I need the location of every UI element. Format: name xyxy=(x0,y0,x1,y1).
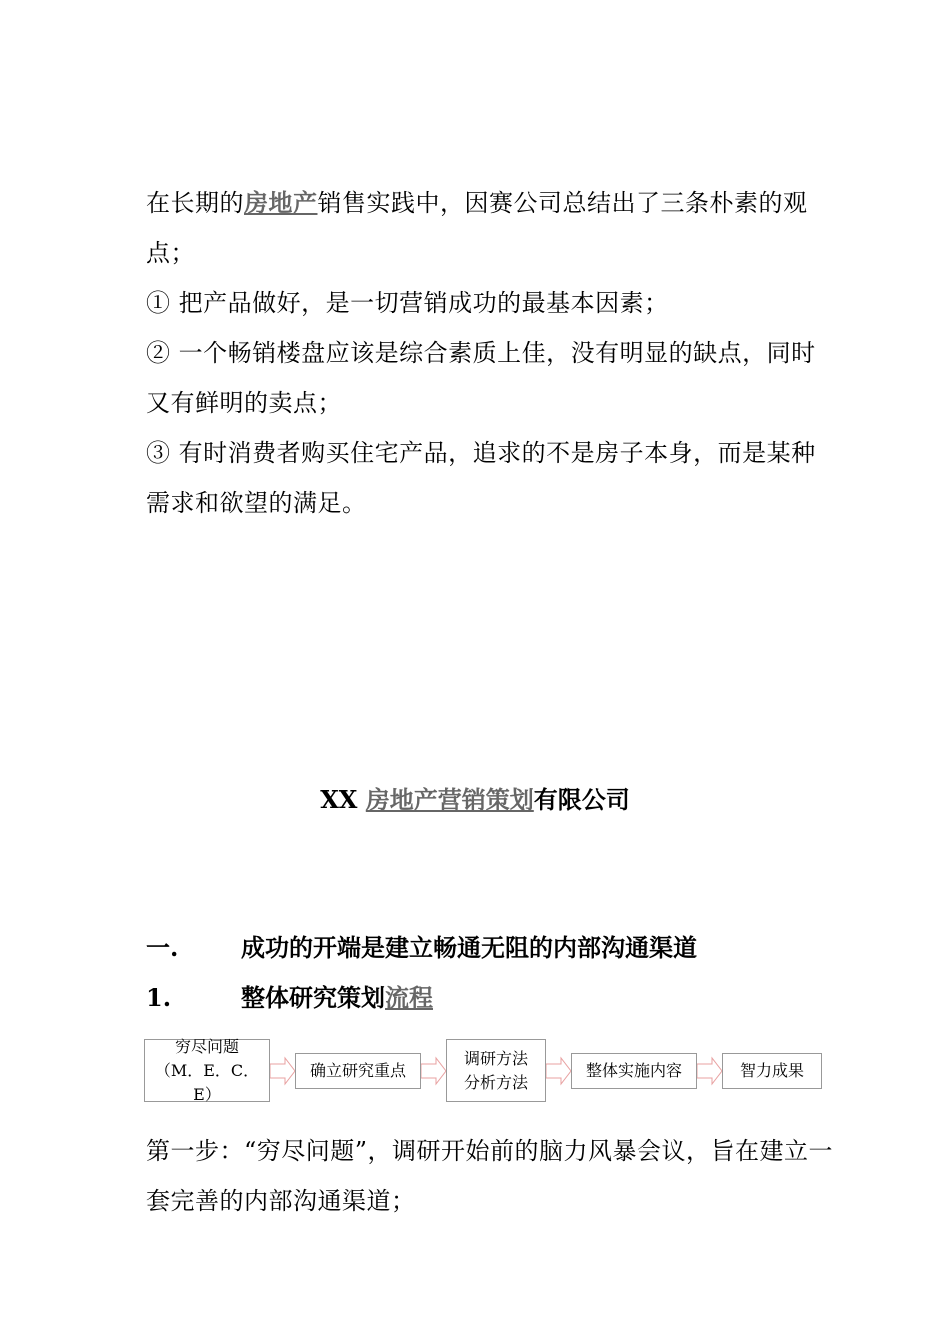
company-prefix: XX xyxy=(320,785,366,814)
flow-box2-label: 确立研究重点 xyxy=(309,1061,406,1080)
intro-post: 销售实践中，因赛公司总结出了三条朴素的观点； xyxy=(146,189,808,267)
flow-arrow-1 xyxy=(270,1058,295,1084)
flow-box5-label: 智力成果 xyxy=(739,1061,804,1080)
flow-box4-label: 整体实施内容 xyxy=(585,1061,682,1080)
flow-box1-line1: 穷尽问题 xyxy=(174,1036,239,1056)
subsection-heading xyxy=(146,978,433,1018)
flow-arrow-3 xyxy=(546,1058,571,1084)
company-suffix: 有限公司 xyxy=(533,785,630,814)
flow-box-exhaust-problems xyxy=(144,1036,270,1104)
company-link[interactable]: 房地产营销策划 xyxy=(365,785,534,814)
section-number: 一. xyxy=(146,933,179,962)
subsection-number: 1. xyxy=(146,983,172,1012)
company-name xyxy=(0,780,950,820)
point-2: ② 一个畅销楼盘应该是综合素质上佳，没有明显的缺点，同时又有鲜明的卖点； xyxy=(146,339,816,417)
flow-box-methods xyxy=(446,1039,546,1102)
flow-box3-line1: 调研方法 xyxy=(463,1048,528,1068)
section-heading xyxy=(146,928,697,968)
flow-box3-line2: 分析方法 xyxy=(463,1072,528,1092)
subsection-title: 整体研究策划 xyxy=(241,983,385,1012)
real-estate-link[interactable]: 房地产 xyxy=(244,188,318,217)
flow-box1-line3: E） xyxy=(193,1084,221,1104)
flow-arrow-2 xyxy=(421,1058,446,1084)
step1-paragraph: 第一步：“穷尽问题”，调研开始前的脑力风暴会议，旨在建立一套完善的内部沟通渠道； xyxy=(146,1137,834,1215)
point-1: ① 把产品做好，是一切营销成功的最基本因素； xyxy=(146,289,669,317)
flow-arrow-4 xyxy=(697,1058,722,1084)
flow-box1-line2: （M．E．C． xyxy=(154,1060,260,1080)
point-3: ③ 有时消费者购买住宅产品，追求的不是房子本身，而是某种需求和欲望的满足。 xyxy=(146,439,816,517)
intro-pre: 在长期的 xyxy=(146,189,244,217)
flow-box-results xyxy=(722,1053,822,1089)
section-title: 成功的开端是建立畅通无阻的内部沟通渠道 xyxy=(241,933,697,962)
flow-box-implementation xyxy=(571,1053,697,1089)
process-link[interactable]: 流程 xyxy=(385,983,433,1012)
flow-box-research-focus xyxy=(295,1053,421,1089)
intro-paragraph xyxy=(146,178,836,278)
